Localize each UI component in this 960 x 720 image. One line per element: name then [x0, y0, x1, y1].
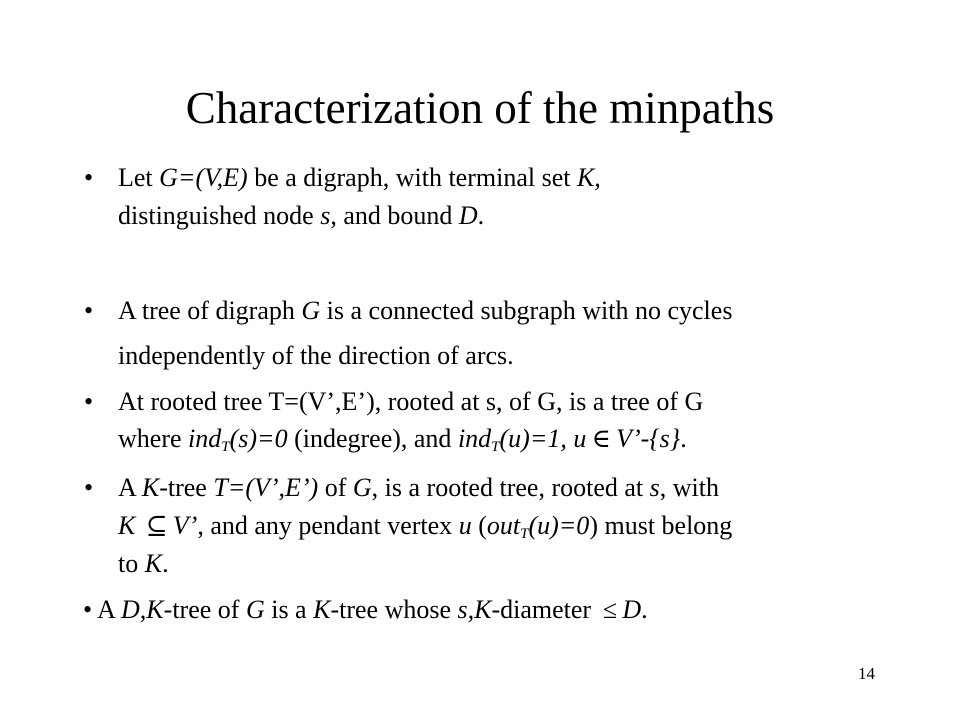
text: , and bound — [330, 201, 459, 230]
math: (u)=1, u — [499, 424, 587, 453]
bullet-4-line-1 — [118, 470, 719, 506]
math: D,K — [121, 595, 164, 624]
text: -tree whose — [330, 595, 458, 624]
text: , is a rooted tree, rooted at — [371, 473, 650, 502]
text: . — [162, 549, 169, 578]
text: distinguished node — [118, 201, 321, 230]
bullet-marker: • — [84, 473, 94, 502]
bullet-marker: • — [84, 296, 94, 325]
bullet-4-line-2 — [118, 508, 732, 544]
element-of-symbol: ∈ — [591, 424, 611, 453]
text: A tree of digraph — [118, 296, 302, 325]
bullet-2-line-1 — [118, 293, 732, 329]
math: u — [458, 511, 472, 540]
math: s,K — [457, 595, 492, 624]
text: of — [318, 473, 353, 502]
math: K — [144, 549, 163, 578]
bullet-marker: • — [84, 387, 94, 416]
bullet-1-line-2 — [118, 198, 484, 234]
page-number: 14 — [858, 664, 875, 683]
math: s — [320, 201, 331, 230]
math: (u)=0 — [528, 511, 590, 540]
bullet-marker: • — [84, 163, 94, 192]
math: T=(V’,E’) — [213, 473, 319, 502]
text: to — [118, 549, 145, 578]
text: be a digraph, with terminal set — [247, 163, 577, 192]
math: G — [245, 595, 265, 624]
math: K — [118, 511, 136, 540]
bullet-2-line-2: independently of the direction of arcs. — [118, 341, 514, 370]
bullet-1-line-1 — [118, 160, 601, 196]
text: -diameter — [491, 595, 598, 624]
math: K, — [576, 163, 601, 192]
text: (indegree), and — [287, 424, 458, 453]
bullet-3-line-1: At rooted tree T=(V’,E’), rooted at s, of G, is a tree of G — [118, 387, 704, 416]
less-equal-symbol: ≤ — [602, 595, 618, 624]
math: G — [352, 473, 372, 502]
slide-title: Characterization of the minpaths — [185, 83, 775, 133]
math: (s)=0 — [229, 424, 288, 453]
math: ind — [457, 424, 492, 453]
math: K — [141, 473, 160, 502]
math: G=(V,E) — [159, 163, 248, 192]
text: is a — [264, 595, 314, 624]
subscript: T — [491, 439, 500, 455]
math: D — [622, 595, 642, 624]
subscript: T — [520, 526, 529, 542]
math: V’ — [172, 511, 198, 540]
subscript: T — [221, 439, 230, 455]
math: out — [486, 511, 521, 540]
text: is a connected subgraph with no cycles — [320, 296, 733, 325]
math: s — [649, 473, 660, 502]
text: A — [118, 473, 142, 502]
math: V’-{s} — [616, 424, 681, 453]
math: G — [301, 296, 321, 325]
text: , with — [659, 473, 719, 502]
text: -tree — [159, 473, 214, 502]
math: D — [458, 201, 478, 230]
text: . — [477, 201, 485, 230]
bullet-5 — [83, 592, 648, 628]
text: ( — [471, 511, 487, 540]
math: ind — [188, 424, 222, 453]
subset-symbol: ⊆ — [145, 511, 168, 540]
bullet-4-line-3 — [118, 546, 169, 582]
text: ) must belong — [589, 511, 733, 540]
bullet-3-line-2 — [118, 421, 687, 457]
text: Let — [118, 163, 160, 192]
text: where — [118, 424, 189, 453]
text: A — [92, 595, 122, 624]
text: . — [680, 424, 687, 453]
math: K — [313, 595, 331, 624]
text: , and any pendant vertex — [197, 511, 459, 540]
text: . — [641, 595, 648, 624]
text: -tree of — [163, 595, 246, 624]
bullet-marker: • — [83, 595, 93, 624]
